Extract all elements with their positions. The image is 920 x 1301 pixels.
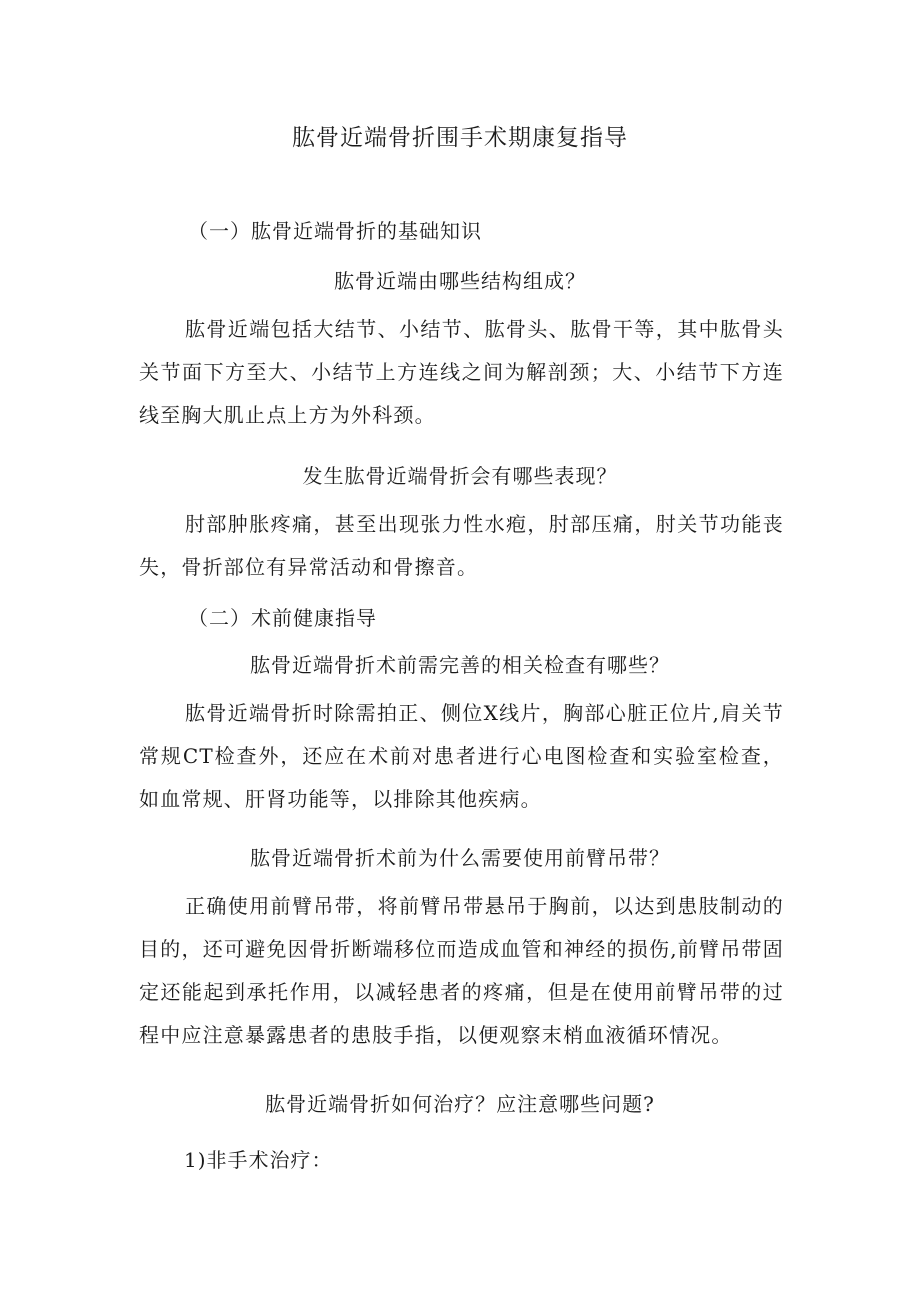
question-forearm-sling: 肱骨近端骨折术前为什么需要使用前臂吊带？	[250, 846, 670, 870]
answer-examinations: 肱骨近端骨折时除需拍正、侧位X线片，胸部心脏正位片,肩关节常规CT检查外，还应在术前对患者进行心电图检查和实验室检查，如血常规、肝肾功能等，以排除其他疾病。	[139, 701, 784, 811]
question-structure: 肱骨近端由哪些结构组成？	[334, 269, 586, 293]
section-heading-preop: （二）术前健康指导	[188, 606, 377, 630]
list-item-nonsurgical: 1)非手术治疗：	[184, 1148, 333, 1172]
question-symptoms: 发生肱骨近端骨折会有哪些表现？	[302, 464, 618, 488]
question-examinations: 肱骨近端骨折术前需完善的相关检查有哪些？	[250, 653, 670, 677]
section-heading-basics: （一）肱骨近端骨折的基础知识	[188, 219, 482, 243]
answer-structure: 肱骨近端包括大结节、小结节、肱骨头、肱骨干等，其中肱骨头关节面下方至大、小结节上方连线之间为解剖颈；大、小结节下方连线至胸大肌止点上方为外科颈。	[139, 317, 784, 427]
answer-symptoms: 肘部肿胀疼痛，甚至出现张力性水疱，肘部压痛，肘关节功能丧失，骨折部位有异常活动和骨擦音。	[139, 512, 784, 579]
question-treatment: 肱骨近端骨折如何治疗？应注意哪些问题?	[265, 1092, 655, 1116]
document-title: 肱骨近端骨折围手术期康复指导	[292, 125, 628, 151]
answer-forearm-sling: 正确使用前臂吊带，将前臂吊带悬吊于胸前，以达到患肢制动的目的，还可避免因骨折断端移位而造成血管和神经的损伤,前臂吊带固定还能起到承托作用，以减轻患者的疼痛，但是在使用前臂吊带的过程中应注意暴露患者的患肢手指，以便观察末梢血液循环情况。	[139, 894, 784, 1047]
